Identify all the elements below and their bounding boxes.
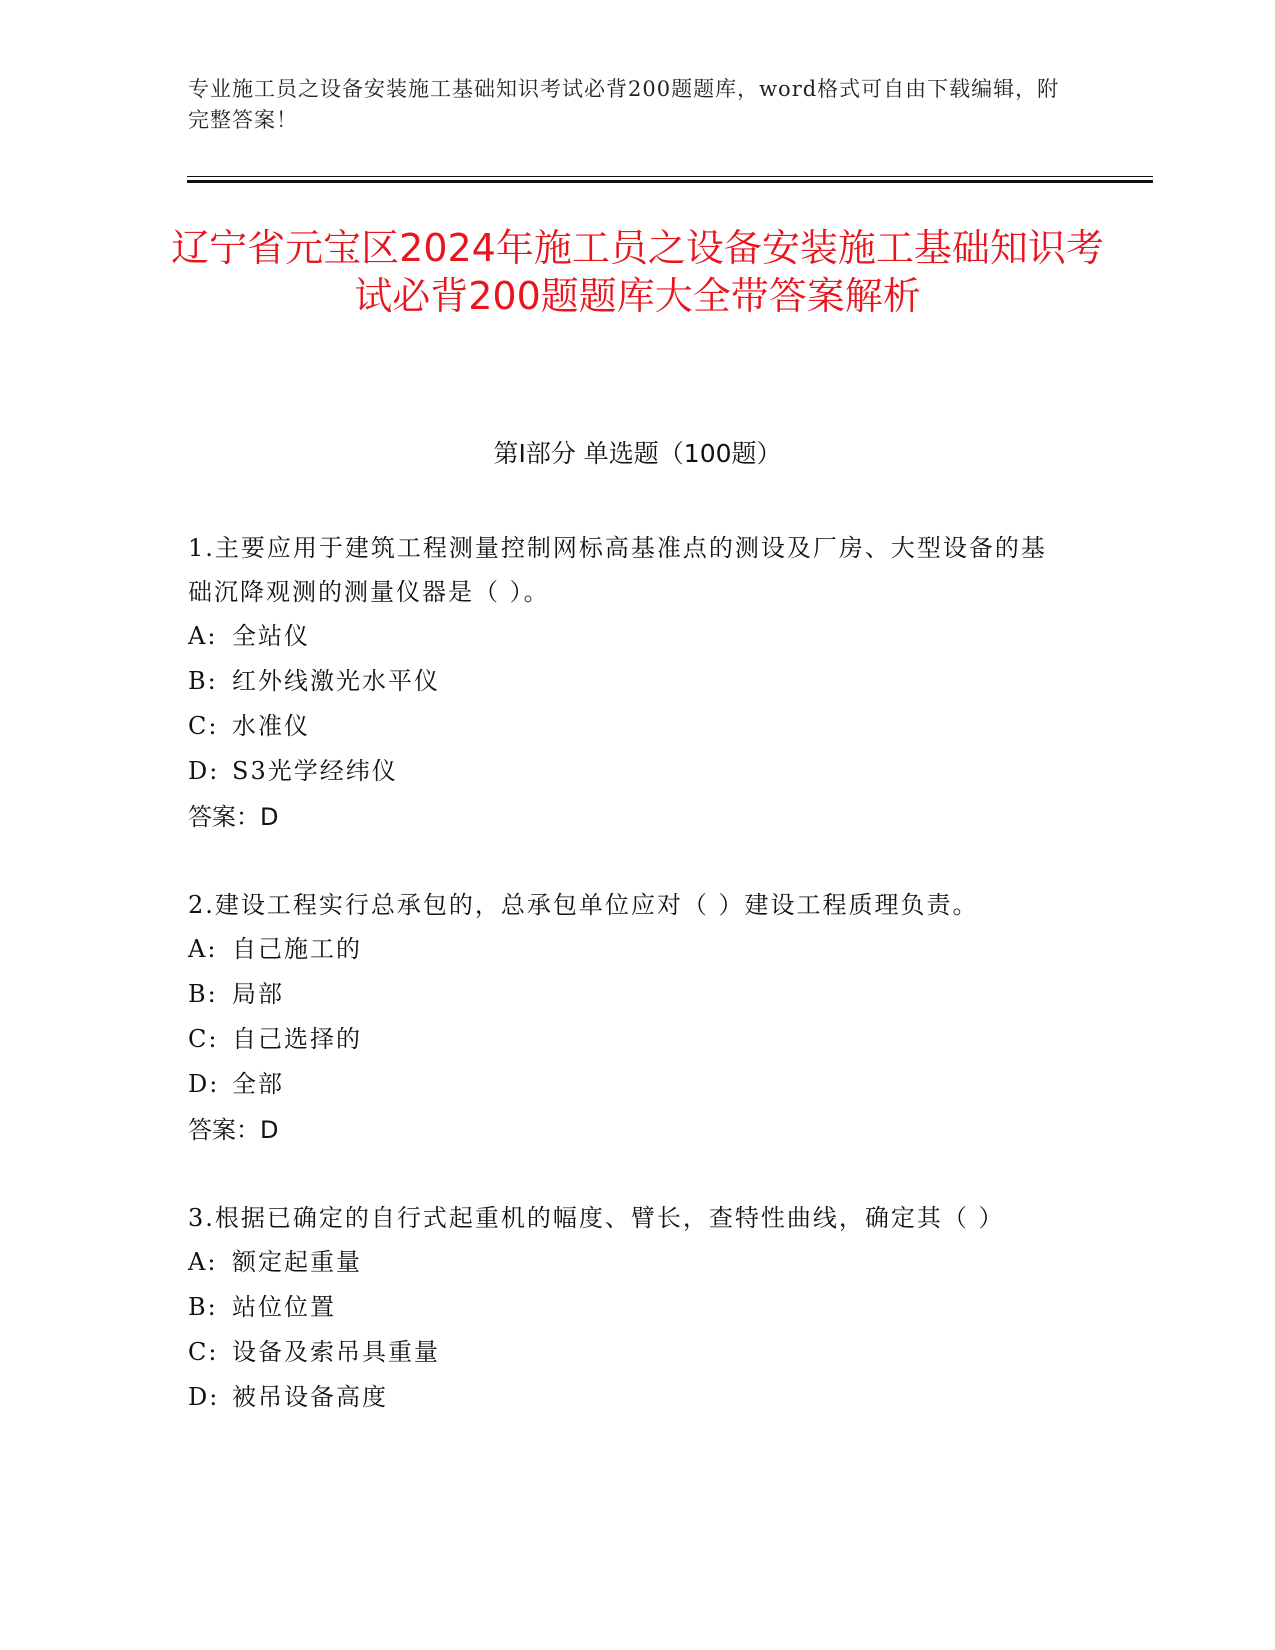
question-stem: 3.根据已确定的自行式起重机的幅度、臂长，查特性曲线，确定其（ ）: [188, 1204, 1005, 1232]
question-stem: 2.建设工程实行总承包的，总承包单位应对（ ）建设工程质理负责。: [188, 891, 979, 919]
option-letter: D:: [188, 1070, 220, 1098]
option-d: [188, 749, 1068, 794]
option-b: [188, 972, 1068, 1017]
document-title: 辽宁省元宝区2024年施工员之设备安装施工基础知识考试必背200题题库大全带答案解析: [171, 226, 1104, 318]
question-1: [188, 526, 1068, 840]
option-text: 设备及索吊具重量: [232, 1338, 440, 1366]
question-2: [188, 883, 1068, 1153]
option-text: 站位位置: [232, 1293, 336, 1321]
option-d: [188, 1375, 1068, 1420]
question-list: [188, 526, 1068, 1463]
option-text: 自己选择的: [232, 1025, 362, 1053]
header-divider-thin: [187, 176, 1153, 177]
option-letter: B:: [188, 980, 218, 1008]
option-text: 被吊设备高度: [232, 1383, 388, 1411]
option-letter: C:: [188, 1338, 219, 1366]
option-text: 额定起重量: [232, 1248, 362, 1276]
option-text: 自己施工的: [232, 935, 362, 963]
section-heading: 第Ⅰ部分 单选题（100题）: [493, 439, 782, 468]
option-c: [188, 1330, 1068, 1375]
option-b: [188, 659, 1068, 704]
option-letter: B:: [188, 1293, 218, 1321]
answer-line: 答案：D: [188, 1116, 279, 1144]
option-letter: B:: [188, 667, 218, 695]
header-divider-thick: [187, 180, 1153, 183]
option-text: 红外线激光水平仪: [232, 667, 440, 695]
option-letter: A:: [188, 935, 218, 963]
option-text: 水准仪: [232, 712, 310, 740]
option-text: 局部: [232, 980, 284, 1008]
option-text: 全站仪: [232, 622, 310, 650]
option-a: [188, 1240, 1068, 1285]
option-c: [188, 704, 1068, 749]
question-3: [188, 1196, 1068, 1420]
option-d: [188, 1062, 1068, 1107]
option-letter: D:: [188, 757, 220, 785]
option-letter: C:: [188, 712, 219, 740]
option-c: [188, 1017, 1068, 1062]
answer-line: 答案：D: [188, 803, 279, 831]
option-letter: A:: [188, 1248, 218, 1276]
option-letter: A:: [188, 622, 218, 650]
option-a: [188, 927, 1068, 972]
question-stem: 1.主要应用于建筑工程测量控制网标高基准点的测设及厂房、大型设备的基础沉降观测的测量仪器是（ ）。: [188, 534, 1047, 606]
option-b: [188, 1285, 1068, 1330]
option-letter: D:: [188, 1383, 220, 1411]
header-note: 专业施工员之设备安装施工基础知识考试必背200题题库，word格式可自由下载编辑，附完整答案！: [188, 77, 1060, 132]
option-text: S3光学经纬仪: [232, 757, 398, 785]
option-text: 全部: [232, 1070, 284, 1098]
option-a: [188, 614, 1068, 659]
option-letter: C:: [188, 1025, 219, 1053]
